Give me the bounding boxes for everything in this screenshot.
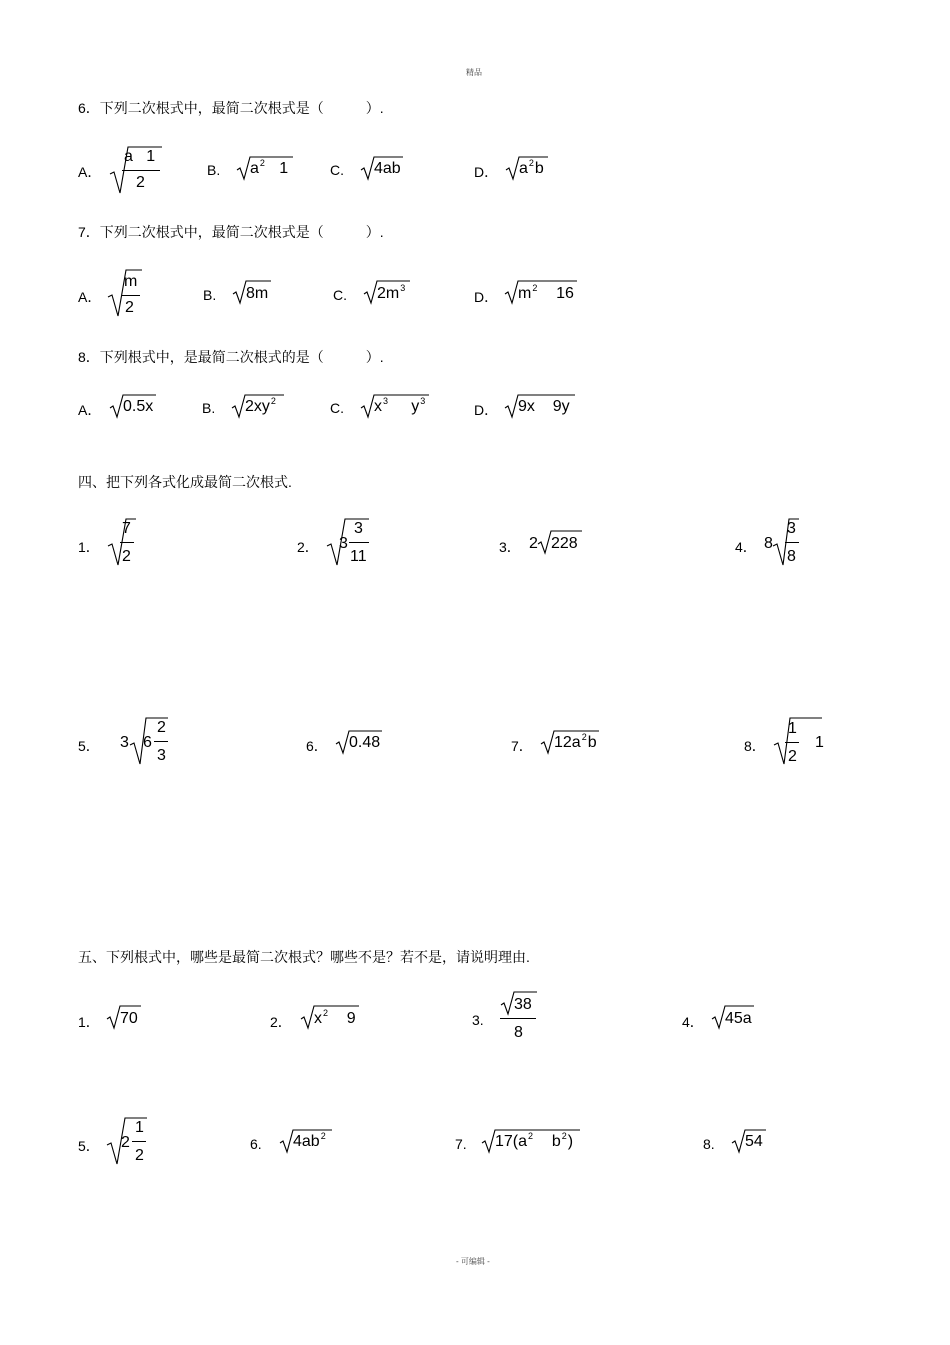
item-label: 4． <box>682 1014 704 1030</box>
option-label: B. <box>202 400 216 416</box>
option-label: A． <box>78 289 102 305</box>
numerator: 7 <box>122 520 131 537</box>
denominator: 8 <box>514 1024 523 1041</box>
item-label: 3． <box>499 539 521 555</box>
radicand: $a^2b$ <box>519 158 544 177</box>
whole-part: 3 <box>339 535 348 552</box>
option-label: C. <box>330 162 344 178</box>
numerator: a 1 <box>124 148 156 165</box>
item-label: 5． <box>78 738 100 754</box>
denominator: 2 <box>135 1147 144 1164</box>
option-label: B. <box>203 287 217 303</box>
fraction-bar <box>349 542 369 543</box>
numerator: 2 <box>157 719 166 736</box>
radicand: $m^2$ 16 <box>518 283 574 302</box>
option-label: C. <box>333 287 347 303</box>
denominator: 2 <box>788 748 797 765</box>
radicand: $x^3$ $y^3$ <box>374 396 426 415</box>
radicand: 45a <box>725 1010 752 1027</box>
option-label: C. <box>330 400 344 416</box>
option-label: D． <box>474 289 499 305</box>
denominator: 3 <box>157 747 166 764</box>
radicand: 0.5x <box>123 398 154 415</box>
section-5-heading: 五、下列根式中，哪些是最简二次根式？哪些不是？若不是，请说明理由. <box>78 949 530 965</box>
fraction-bar <box>154 741 168 742</box>
whole-part: 6 <box>143 734 152 751</box>
denominator: 2 <box>136 174 145 191</box>
option-label: A． <box>78 402 102 418</box>
option-label: D． <box>474 164 499 180</box>
item-label: 5． <box>78 1138 100 1154</box>
fraction-bar <box>122 295 140 296</box>
item-label: 6. <box>250 1136 262 1152</box>
fraction-bar <box>120 542 134 543</box>
item-label: 7． <box>511 738 533 754</box>
coefficient: 2 <box>529 535 538 552</box>
item-label: 7. <box>455 1136 467 1152</box>
radicand: 4ab <box>374 160 401 177</box>
radicand: $x^2$ 9 <box>314 1008 356 1027</box>
fraction-bar <box>132 1141 146 1142</box>
fraction-bar <box>785 742 799 743</box>
coefficient: 8 <box>764 535 773 552</box>
radicand: 0.48 <box>349 734 381 751</box>
page-header: 精品 <box>466 68 482 77</box>
radicand: 228 <box>551 535 578 552</box>
radicand: 70 <box>120 1010 138 1027</box>
denominator: 11 <box>350 548 367 565</box>
radicand: $4ab^2$ <box>293 1131 326 1150</box>
numerator: m <box>124 273 138 290</box>
option-label: A． <box>78 164 102 180</box>
denominator: 8 <box>787 548 796 565</box>
option-label: B. <box>207 162 221 178</box>
item-label: 4． <box>735 539 757 555</box>
item-label: 1． <box>78 1014 100 1030</box>
item-label: 8. <box>703 1136 715 1152</box>
item-label: 2． <box>270 1014 292 1030</box>
whole-part: 2 <box>121 1134 130 1151</box>
numerator: 1 <box>788 720 797 737</box>
coefficient: 3 <box>120 734 129 751</box>
radicand: $17(a^2$ $b^2$) <box>495 1131 574 1150</box>
denominator: 2 <box>122 548 131 565</box>
item-label: 3. <box>472 1012 484 1028</box>
numerator: 3 <box>354 520 363 537</box>
radicand: $2m^3$ <box>377 283 406 302</box>
addend: 1 <box>815 734 824 751</box>
radicand: $a^2$ 1 <box>250 158 289 177</box>
item-label: 2． <box>297 539 319 555</box>
item-label: 6． <box>306 738 328 754</box>
question-6-stem: 6．下列二次根式中，最简二次根式是（ ）. <box>78 100 384 116</box>
option-label: D． <box>474 402 499 418</box>
radicand: $2xy^2$ <box>245 396 276 415</box>
numerator: 1 <box>135 1119 144 1136</box>
radicand: 8m <box>246 285 269 302</box>
numerator: 3 <box>787 520 796 537</box>
item-label: 1． <box>78 539 100 555</box>
numerator: 38 <box>514 996 532 1013</box>
radicand: 54 <box>745 1133 763 1150</box>
section-4-heading: 四、把下列各式化成最简二次根式. <box>78 474 292 490</box>
fraction-bar <box>500 1018 536 1019</box>
question-8-stem: 8．下列根式中，是最简二次根式的是（ ）. <box>78 349 384 365</box>
radicand: $12a^2b$ <box>554 732 597 751</box>
fraction-bar <box>122 170 160 171</box>
page-footer: - 可编辑 - <box>456 1257 490 1266</box>
item-label: 8． <box>744 738 766 754</box>
denominator: 2 <box>125 299 134 316</box>
question-7-stem: 7．下列二次根式中，最简二次根式是（ ）. <box>78 224 384 240</box>
fraction-bar <box>785 542 799 543</box>
radicand: 9x 9y <box>518 398 570 415</box>
